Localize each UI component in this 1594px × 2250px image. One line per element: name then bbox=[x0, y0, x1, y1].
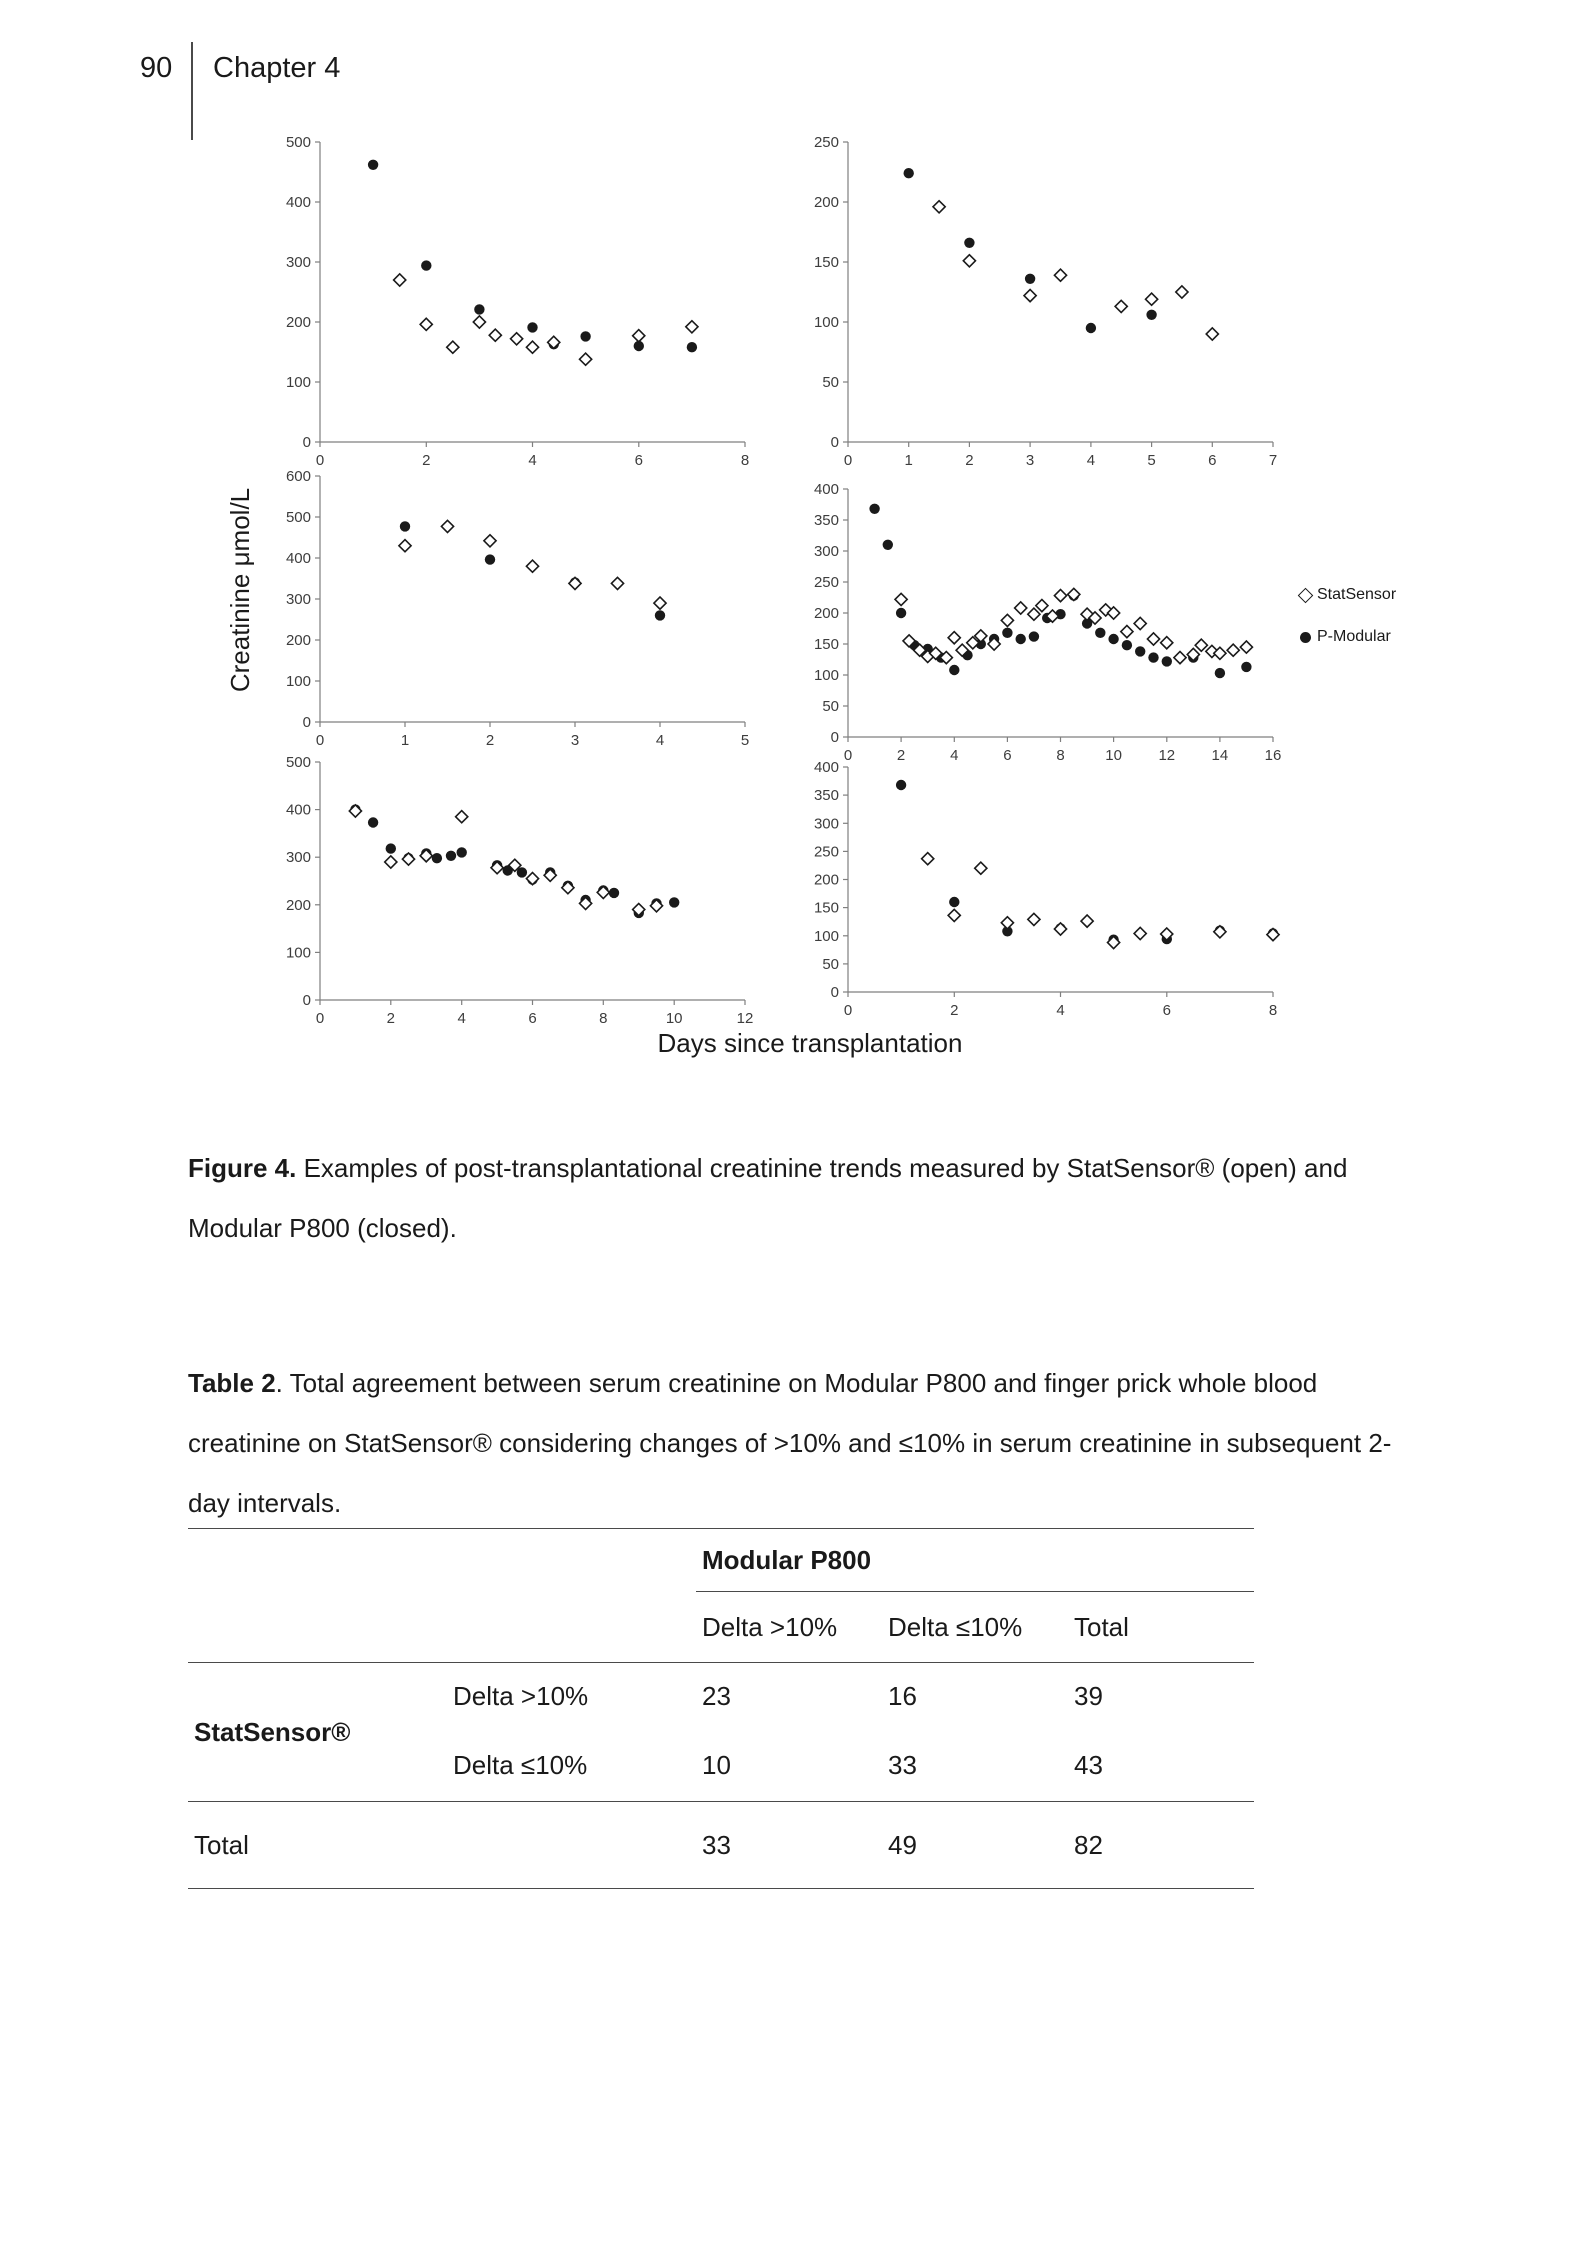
legend-item-pmodular bbox=[1300, 628, 1396, 646]
legend-label: StatSensor bbox=[1317, 586, 1397, 603]
scatter-plot-svg bbox=[262, 462, 762, 754]
svg-text:400: 400 bbox=[285, 550, 311, 567]
svg-text:200: 200 bbox=[813, 194, 839, 211]
cell-value: 33 bbox=[882, 1729, 1068, 1802]
table-caption-number: Table 2 bbox=[188, 1368, 276, 1398]
svg-text:4: 4 bbox=[1056, 1002, 1065, 1019]
row-label: Delta >10% bbox=[453, 1680, 589, 1711]
svg-text:0: 0 bbox=[302, 714, 311, 731]
svg-text:0: 0 bbox=[315, 452, 325, 469]
figure-caption bbox=[188, 1139, 1408, 1259]
svg-text:0: 0 bbox=[315, 1010, 325, 1027]
x-axis-label: Days since transplantation bbox=[657, 1028, 963, 1058]
table-column-header-row bbox=[188, 1592, 1254, 1663]
group-header-modular-p800: Modular P800 bbox=[696, 1529, 1254, 1592]
cell-value: 16 bbox=[888, 1680, 917, 1711]
scatter-plot-svg bbox=[790, 753, 1290, 1024]
cell-value: 82 bbox=[1068, 1802, 1254, 1889]
scatter-chart-middle-left bbox=[262, 462, 762, 754]
table-row-delta-gt10 bbox=[188, 1663, 1254, 1730]
svg-text:100: 100 bbox=[285, 944, 311, 962]
svg-text:300: 300 bbox=[813, 815, 839, 833]
scatter-plot-svg bbox=[262, 128, 762, 474]
row-label: Delta ≤10% bbox=[447, 1729, 696, 1802]
scatter-chart-middle-right bbox=[790, 475, 1290, 769]
svg-text:100: 100 bbox=[285, 673, 311, 690]
svg-text:1: 1 bbox=[904, 452, 913, 469]
scatter-chart-bottom-right bbox=[790, 753, 1290, 1024]
svg-text:400: 400 bbox=[813, 759, 839, 776]
scatter-chart-bottom-left bbox=[262, 748, 762, 1032]
svg-text:16: 16 bbox=[1264, 747, 1282, 764]
svg-text:10: 10 bbox=[1105, 747, 1122, 764]
svg-text:2: 2 bbox=[950, 1002, 959, 1019]
svg-text:0: 0 bbox=[843, 1002, 853, 1019]
y-axis-label: Creatinine μmol/L bbox=[225, 487, 255, 693]
svg-text:0: 0 bbox=[315, 732, 325, 749]
svg-text:1: 1 bbox=[400, 732, 410, 749]
legend-label: P-Modular bbox=[1317, 628, 1391, 645]
col-header-delta-gt10: Delta >10% bbox=[696, 1592, 882, 1663]
svg-text:5: 5 bbox=[740, 732, 750, 749]
svg-text:0: 0 bbox=[843, 452, 853, 469]
svg-text:350: 350 bbox=[813, 512, 839, 529]
svg-text:5: 5 bbox=[1147, 452, 1156, 469]
cell-value: 49 bbox=[882, 1802, 1068, 1889]
svg-text:500: 500 bbox=[285, 509, 311, 526]
svg-text:2: 2 bbox=[386, 1010, 395, 1027]
svg-text:0: 0 bbox=[302, 434, 311, 451]
svg-text:150: 150 bbox=[813, 899, 839, 917]
svg-text:0: 0 bbox=[830, 434, 839, 451]
svg-text:100: 100 bbox=[285, 374, 311, 391]
chart-legend bbox=[1300, 586, 1396, 670]
svg-text:300: 300 bbox=[285, 591, 311, 608]
svg-text:50: 50 bbox=[822, 374, 839, 391]
svg-text:8: 8 bbox=[1268, 1002, 1278, 1019]
svg-text:6: 6 bbox=[634, 452, 643, 469]
scatter-plot-svg bbox=[262, 748, 762, 1032]
svg-text:3: 3 bbox=[570, 732, 580, 749]
figure-caption-text: Examples of post-transplantational creatinine trends measured by StatSensor® (open) and Modular P800 (closed). bbox=[188, 1153, 1348, 1243]
svg-text:0: 0 bbox=[302, 992, 311, 1009]
empty-cell bbox=[447, 1592, 696, 1663]
col-header-total: Total bbox=[1068, 1592, 1254, 1663]
cell-value: 39 bbox=[1074, 1680, 1103, 1711]
svg-text:100: 100 bbox=[813, 927, 839, 945]
svg-text:0: 0 bbox=[843, 747, 853, 764]
svg-text:200: 200 bbox=[813, 605, 839, 622]
svg-text:12: 12 bbox=[736, 1010, 754, 1027]
open-diamond-icon bbox=[1298, 587, 1314, 603]
svg-text:6: 6 bbox=[1003, 747, 1012, 764]
empty-cell bbox=[447, 1529, 696, 1592]
scatter-chart-top-right bbox=[790, 128, 1290, 474]
table-caption bbox=[188, 1354, 1408, 1533]
svg-text:300: 300 bbox=[813, 543, 839, 560]
svg-text:150: 150 bbox=[813, 254, 839, 271]
empty-cell bbox=[188, 1529, 447, 1592]
svg-text:12: 12 bbox=[1158, 747, 1176, 764]
row-group-statsensor: StatSensor® bbox=[188, 1663, 447, 1802]
svg-text:200: 200 bbox=[285, 314, 311, 331]
cell-value: 10 bbox=[696, 1729, 882, 1802]
table-caption-text: . Total agreement between serum creatinine on Modular P800 and finger prick whole blood creatinine on StatSensor® considering changes of >10% and ≤10% in serum creatinine in subsequent 2-day intervals. bbox=[188, 1368, 1392, 1518]
table-row-total bbox=[188, 1802, 1254, 1889]
scatter-plot-svg bbox=[790, 128, 1290, 474]
svg-text:500: 500 bbox=[285, 754, 311, 771]
svg-text:6: 6 bbox=[1162, 1002, 1171, 1019]
svg-text:250: 250 bbox=[813, 574, 839, 591]
svg-text:50: 50 bbox=[822, 698, 839, 715]
svg-text:3: 3 bbox=[1025, 452, 1035, 469]
svg-text:4: 4 bbox=[950, 747, 959, 764]
legend-item-statsensor bbox=[1300, 586, 1396, 604]
page-number: 90 bbox=[140, 52, 173, 84]
cell-value: 23 bbox=[702, 1680, 731, 1711]
closed-circle-icon bbox=[1300, 632, 1311, 643]
cell-value: 33 bbox=[696, 1802, 882, 1889]
svg-text:0: 0 bbox=[830, 984, 839, 1001]
svg-text:8: 8 bbox=[740, 452, 750, 469]
svg-text:350: 350 bbox=[813, 787, 839, 805]
svg-text:2: 2 bbox=[485, 732, 495, 749]
svg-text:2: 2 bbox=[896, 747, 906, 764]
svg-text:100: 100 bbox=[813, 667, 839, 684]
svg-text:8: 8 bbox=[1056, 747, 1065, 764]
svg-text:200: 200 bbox=[285, 896, 311, 914]
svg-text:500: 500 bbox=[285, 134, 311, 151]
svg-text:200: 200 bbox=[285, 632, 311, 649]
svg-text:8: 8 bbox=[599, 1010, 608, 1027]
svg-text:4: 4 bbox=[457, 1010, 466, 1027]
svg-text:14: 14 bbox=[1211, 747, 1229, 764]
svg-text:50: 50 bbox=[822, 955, 839, 973]
svg-text:300: 300 bbox=[285, 849, 311, 867]
svg-text:6: 6 bbox=[1208, 452, 1217, 469]
header-divider bbox=[191, 42, 193, 140]
svg-text:100: 100 bbox=[813, 314, 839, 331]
svg-text:250: 250 bbox=[813, 134, 839, 151]
svg-text:200: 200 bbox=[813, 871, 839, 889]
svg-text:400: 400 bbox=[813, 481, 839, 498]
svg-text:4: 4 bbox=[1086, 452, 1096, 469]
svg-text:400: 400 bbox=[285, 801, 311, 819]
svg-text:2: 2 bbox=[965, 452, 974, 469]
table-group-header-row bbox=[188, 1529, 1254, 1592]
svg-text:4: 4 bbox=[528, 452, 537, 469]
svg-text:300: 300 bbox=[285, 254, 311, 271]
cell-value: 43 bbox=[1068, 1729, 1254, 1802]
svg-text:150: 150 bbox=[813, 636, 839, 653]
svg-text:7: 7 bbox=[1268, 452, 1278, 469]
chapter-title: Chapter 4 bbox=[213, 52, 341, 84]
table-2 bbox=[188, 1528, 1254, 1889]
svg-text:10: 10 bbox=[665, 1010, 683, 1027]
svg-text:4: 4 bbox=[655, 732, 665, 749]
svg-text:2: 2 bbox=[422, 452, 431, 469]
svg-text:400: 400 bbox=[285, 194, 311, 211]
svg-text:0: 0 bbox=[830, 729, 839, 746]
row-label-total: Total bbox=[188, 1802, 696, 1889]
svg-text:600: 600 bbox=[285, 468, 311, 485]
empty-cell bbox=[188, 1592, 447, 1663]
col-header-delta-le10: Delta ≤10% bbox=[882, 1592, 1068, 1663]
svg-text:250: 250 bbox=[813, 843, 839, 861]
scatter-chart-top-left bbox=[262, 128, 762, 474]
scatter-plot-svg bbox=[790, 475, 1290, 769]
svg-text:6: 6 bbox=[528, 1010, 537, 1027]
figure-caption-number: Figure 4. bbox=[188, 1153, 297, 1183]
